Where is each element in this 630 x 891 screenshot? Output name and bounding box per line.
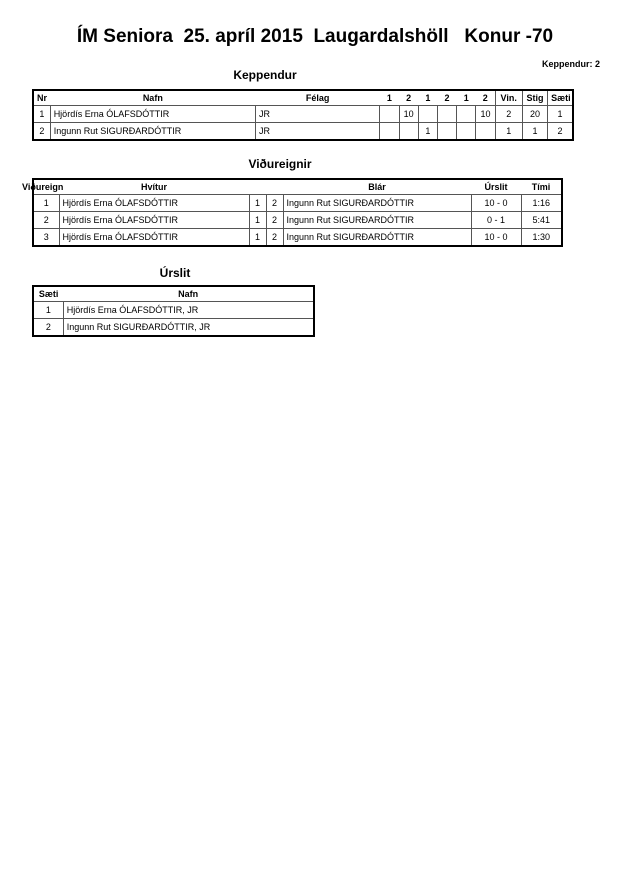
col-round-1a: 1 (386, 93, 392, 103)
col-wins: Vin. (495, 90, 522, 106)
result-place: 1 (33, 302, 63, 319)
result-row (33, 302, 314, 319)
results-heading: Úrslit (159, 266, 191, 280)
matches-heading: Viðureignir (248, 157, 312, 171)
competitor-club: JR (255, 123, 379, 141)
match-blue-id: 2 (266, 229, 283, 247)
score-cell (380, 106, 399, 123)
match-row (33, 195, 562, 212)
col-match-number: Viðureign (22, 182, 64, 192)
score-cell: 1 (418, 123, 437, 141)
match-blue-name: Ingunn Rut SIGURÐARDÓTTIR (283, 229, 471, 247)
score-cell (457, 123, 476, 141)
competitors-header-row (33, 90, 573, 106)
competitor-wins: 1 (495, 123, 522, 141)
match-time: 5:41 (521, 212, 562, 229)
competitor-name: Ingunn Rut SIGURÐARDÓTTIR (50, 123, 255, 141)
match-result: 10 - 0 (471, 195, 521, 212)
match-white-name: Hjördís Erna ÓLAFSDÓTTIR (59, 229, 249, 247)
matches-header-row (33, 179, 562, 195)
score-cell (399, 123, 418, 141)
match-result: 10 - 0 (471, 229, 521, 247)
col-place: Sæti (548, 90, 573, 106)
match-row (33, 212, 562, 229)
score-cell: 10 (399, 106, 418, 123)
competitor-row (33, 106, 573, 123)
col-blue: Blár (368, 182, 386, 192)
page-title: ÍM Seniora 25. apríl 2015 Laugardalshöll Konur -70 (76, 26, 554, 47)
competitor-nr: 1 (33, 106, 50, 123)
match-time: 1:30 (521, 229, 562, 247)
result-name: Hjördís Erna ÓLAFSDÓTTIR, JR (63, 302, 314, 319)
col-blue-id (266, 179, 283, 195)
competitors-table (32, 89, 574, 141)
col-club: Félag (305, 93, 330, 103)
col-nr: Nr (37, 93, 48, 103)
competitor-name: Hjördís Erna ÓLAFSDÓTTIR (50, 106, 255, 123)
match-white-id: 1 (249, 229, 266, 247)
match-white-name: Hjördís Erna ÓLAFSDÓTTIR (59, 212, 249, 229)
match-time: 1:16 (521, 195, 562, 212)
score-cell (457, 106, 476, 123)
match-result: 0 - 1 (471, 212, 521, 229)
col-result-place: Sæti (38, 289, 59, 299)
match-blue-name: Ingunn Rut SIGURÐARDÓTTIR (283, 195, 471, 212)
match-number: 2 (33, 212, 59, 229)
competitor-place: 1 (548, 106, 573, 123)
competitor-row (33, 123, 573, 141)
col-result: Úrslit (484, 182, 508, 192)
competitor-points: 20 (522, 106, 547, 123)
competitor-place: 2 (548, 123, 573, 141)
col-white: Hvítur (140, 182, 167, 192)
match-white-name: Hjördís Erna ÓLAFSDÓTTIR (59, 195, 249, 212)
match-white-id: 1 (249, 212, 266, 229)
competitor-nr: 2 (33, 123, 50, 141)
col-points: Stig (522, 90, 547, 106)
col-result-name: Nafn (178, 289, 199, 299)
score-cell (380, 123, 399, 141)
result-row (33, 319, 314, 337)
match-white-id: 1 (249, 195, 266, 212)
result-place: 2 (33, 319, 63, 337)
results-table (32, 285, 315, 337)
col-round-1b: 2 (406, 93, 412, 103)
match-number: 1 (33, 195, 59, 212)
match-row (33, 229, 562, 247)
score-cell: 10 (476, 106, 495, 123)
col-white-id (249, 179, 266, 195)
score-cell (437, 106, 456, 123)
score-cell (437, 123, 456, 141)
match-blue-id: 2 (266, 195, 283, 212)
match-blue-id: 2 (266, 212, 283, 229)
results-header-row (33, 286, 314, 302)
competitor-points: 1 (522, 123, 547, 141)
matches-table (22, 178, 563, 247)
col-time: Tími (531, 182, 551, 192)
col-name: Nafn (142, 93, 163, 103)
match-blue-name: Ingunn Rut SIGURÐARDÓTTIR (283, 212, 471, 229)
col-round-2b: 2 (444, 93, 450, 103)
col-round-3b: 2 (482, 93, 488, 103)
match-number: 3 (33, 229, 59, 247)
score-cell (476, 123, 495, 141)
result-name: Ingunn Rut SIGURÐARDÓTTIR, JR (63, 319, 314, 337)
competitor-club: JR (255, 106, 379, 123)
competitors-count: Keppendur: 2 (541, 59, 600, 69)
col-round-3a: 1 (463, 93, 469, 103)
competitor-wins: 2 (495, 106, 522, 123)
col-round-2a: 1 (425, 93, 431, 103)
score-cell (418, 106, 437, 123)
competitors-heading: Keppendur (233, 68, 297, 82)
